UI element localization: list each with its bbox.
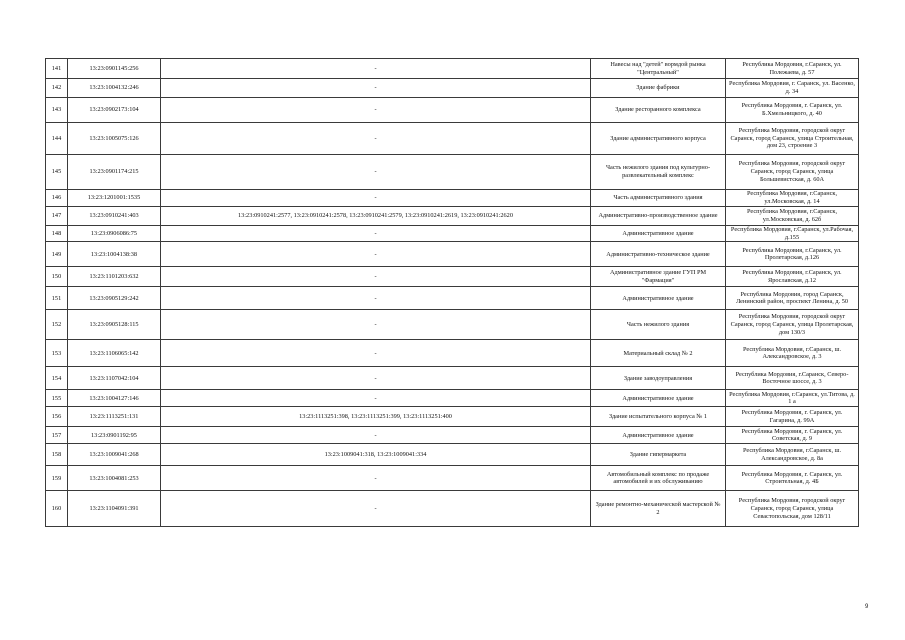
table-row: [46, 226, 859, 242]
table-row: [46, 407, 859, 427]
linked-cadastral-numbers: 13:23:1113251:398, 13:23:1113251:399, 13:23:1113251:400: [161, 407, 591, 427]
object-address: Республика Мордовия, г. Саранск, ул. Б.Хмельницкого, д. 40: [726, 98, 859, 123]
row-number: 147: [46, 207, 68, 226]
object-name: Часть нежилого здания: [591, 310, 726, 340]
object-name: Автомобильный комплекс по продаже автомобилей и их обслуживанию: [591, 466, 726, 491]
object-name: Административное здание: [591, 226, 726, 242]
object-name: Административное здание: [591, 287, 726, 310]
object-address: Республика Мордовия, г.Саранск, ул. Пролетарская, д.126: [726, 242, 859, 267]
table-row: [46, 155, 859, 190]
table-row: [46, 427, 859, 444]
table-row: [46, 340, 859, 367]
cadastral-number: 13:23:0910241:403: [68, 207, 161, 226]
row-number: 156: [46, 407, 68, 427]
object-name: Здание ремонтно-механической мастерской № 2: [591, 491, 726, 527]
row-number: 146: [46, 190, 68, 207]
table-row: [46, 98, 859, 123]
object-address: Республика Мордовия, городской округ Саранск, город Саранск, улица Севастопольская, дом 128/11: [726, 491, 859, 527]
cadastral-number: 13:23:1004081:253: [68, 466, 161, 491]
cadastral-number: 13:23:0905128:115: [68, 310, 161, 340]
cadastral-number: 13:23:1107042:104: [68, 367, 161, 390]
linked-cadastral-numbers: -: [161, 242, 591, 267]
object-address: Республика Мордовия, город Саранск, Ленинский район, проспект Ленина, д. 50: [726, 287, 859, 310]
object-name: Материальный склад № 2: [591, 340, 726, 367]
object-name: Здание фабрики: [591, 79, 726, 98]
linked-cadastral-numbers: -: [161, 79, 591, 98]
object-address: Республика Мордовия, г. Саранск, ул. Васенко, д. 34: [726, 79, 859, 98]
cadastral-number: 13:23:0906086:75: [68, 226, 161, 242]
cadastral-number: 13:23:1104091:391: [68, 491, 161, 527]
linked-cadastral-numbers: 13:23:1009041:318, 13:23:1009041:334: [161, 444, 591, 466]
table-row: [46, 59, 859, 79]
object-address: Республика Мордовия, г.Саранск, ул.Московская, д. 62б: [726, 207, 859, 226]
object-name: Часть нежилого здания под культурно-развлекательный комплекс: [591, 155, 726, 190]
cadastral-number: 13:23:1004127:146: [68, 390, 161, 407]
table-row: [46, 123, 859, 155]
row-number: 148: [46, 226, 68, 242]
cadastral-number: 13:23:0901192:95: [68, 427, 161, 444]
linked-cadastral-numbers: -: [161, 59, 591, 79]
object-address: Республика Мордовия, городской округ Саранск, город Саранск, улица Большевистская, д. 60А: [726, 155, 859, 190]
row-number: 152: [46, 310, 68, 340]
row-number: 141: [46, 59, 68, 79]
table-row: [46, 190, 859, 207]
row-number: 143: [46, 98, 68, 123]
cadastral-number: 13:23:0901145:256: [68, 59, 161, 79]
row-number: 149: [46, 242, 68, 267]
object-name: Часть административного здания: [591, 190, 726, 207]
object-address: Республика Мордовия, г.Саранск, ул.Титова, д. 1 а: [726, 390, 859, 407]
linked-cadastral-numbers: -: [161, 310, 591, 340]
cadastral-number: 13:23:1113251:131: [68, 407, 161, 427]
object-name: Здание испытательного корпуса № 1: [591, 407, 726, 427]
table-row: [46, 79, 859, 98]
cadastral-number: 13:23:0905129:242: [68, 287, 161, 310]
row-number: 145: [46, 155, 68, 190]
row-number: 158: [46, 444, 68, 466]
object-name: Административное здание: [591, 427, 726, 444]
row-number: 155: [46, 390, 68, 407]
table-row: [46, 267, 859, 287]
object-address: Республика Мордовия, г.Саранск, ул. Ярославская, д.12: [726, 267, 859, 287]
linked-cadastral-numbers: -: [161, 287, 591, 310]
table-row: [46, 242, 859, 267]
registry-table: [45, 58, 859, 527]
object-name: Здание ресторанного комплекса: [591, 98, 726, 123]
linked-cadastral-numbers: -: [161, 340, 591, 367]
cadastral-number: 13:23:1004138:38: [68, 242, 161, 267]
object-name: Административно-производственное здание: [591, 207, 726, 226]
cadastral-number: 13:23:1005075:126: [68, 123, 161, 155]
row-number: 159: [46, 466, 68, 491]
linked-cadastral-numbers: -: [161, 226, 591, 242]
cadastral-number: 13:23:1106065:142: [68, 340, 161, 367]
linked-cadastral-numbers: -: [161, 123, 591, 155]
object-address: Республика Мордовия, г.Саранск, ул.Московская, д. 14: [726, 190, 859, 207]
linked-cadastral-numbers: -: [161, 390, 591, 407]
cadastral-number: 13:23:1101203:632: [68, 267, 161, 287]
row-number: 151: [46, 287, 68, 310]
linked-cadastral-numbers: -: [161, 267, 591, 287]
row-number: 160: [46, 491, 68, 527]
table-row: [46, 310, 859, 340]
object-address: Республика Мордовия, г.Саранск, Северо-Восточное шоссе, д. 3: [726, 367, 859, 390]
object-address: Республика Мордовия, г. Саранск, ул. Советская, д. 9: [726, 427, 859, 444]
object-address: Республика Мордовия, г. Саранск, ул. Строительная, д. 4Б: [726, 466, 859, 491]
object-address: Республика Мордовия, г.Саранск, ул. Полежаева, д. 57: [726, 59, 859, 79]
row-number: 157: [46, 427, 68, 444]
cadastral-number: 13:23:0901174:215: [68, 155, 161, 190]
object-name: Административно-техническое здание: [591, 242, 726, 267]
object-name: Здание административного корпуса: [591, 123, 726, 155]
object-address: Республика Мордовия, г.Саранск, ш. Александровское, д. 3: [726, 340, 859, 367]
registry-table-body: [46, 59, 859, 527]
object-address: Республика Мордовия, городской округ Саранск, город Саранск, улица Пролетарская, дом 130/3: [726, 310, 859, 340]
page-number: 9: [865, 604, 869, 610]
linked-cadastral-numbers: -: [161, 491, 591, 527]
linked-cadastral-numbers: -: [161, 466, 591, 491]
table-row: [46, 491, 859, 527]
table-row: [46, 367, 859, 390]
cadastral-number: 13:23:1009041:268: [68, 444, 161, 466]
object-name: Здание гипермаркета: [591, 444, 726, 466]
object-name: Здание заводоуправления: [591, 367, 726, 390]
table-row: [46, 444, 859, 466]
object-address: Республика Мордовия, городской округ Саранск, город Саранск, улица Строительная, дом 23, строение 3: [726, 123, 859, 155]
object-name: Навесы над "детей" вормдой рынка "Центральный": [591, 59, 726, 79]
cadastral-number: 13:23:0902173:104: [68, 98, 161, 123]
linked-cadastral-numbers: -: [161, 98, 591, 123]
table-row: [46, 390, 859, 407]
object-address: Республика Мордовия, г.Саранск, ш. Александровское, д. 8а: [726, 444, 859, 466]
cadastral-number: 13:23:1201001:1535: [68, 190, 161, 207]
linked-cadastral-numbers: 13:23:0910241:2577, 13:23:0910241:2578, 13:23:0910241:2579, 13:23:0910241:2619, 13:23:0910241:2620: [161, 207, 591, 226]
object-name: Административное здание ГУП РМ "Фармация": [591, 267, 726, 287]
row-number: 153: [46, 340, 68, 367]
linked-cadastral-numbers: -: [161, 367, 591, 390]
object-address: Республика Мордовия, г.Саранск, ул.Рабочая, д.155: [726, 226, 859, 242]
cadastral-number: 13:23:1004132:246: [68, 79, 161, 98]
row-number: 154: [46, 367, 68, 390]
table-row: [46, 466, 859, 491]
object-address: Республика Мордовия, г. Саранск, ул. Гагарина, д. 99А: [726, 407, 859, 427]
object-name: Административное здание: [591, 390, 726, 407]
table-row: [46, 287, 859, 310]
row-number: 150: [46, 267, 68, 287]
linked-cadastral-numbers: -: [161, 427, 591, 444]
linked-cadastral-numbers: -: [161, 190, 591, 207]
table-row: [46, 207, 859, 226]
row-number: 142: [46, 79, 68, 98]
row-number: 144: [46, 123, 68, 155]
linked-cadastral-numbers: -: [161, 155, 591, 190]
